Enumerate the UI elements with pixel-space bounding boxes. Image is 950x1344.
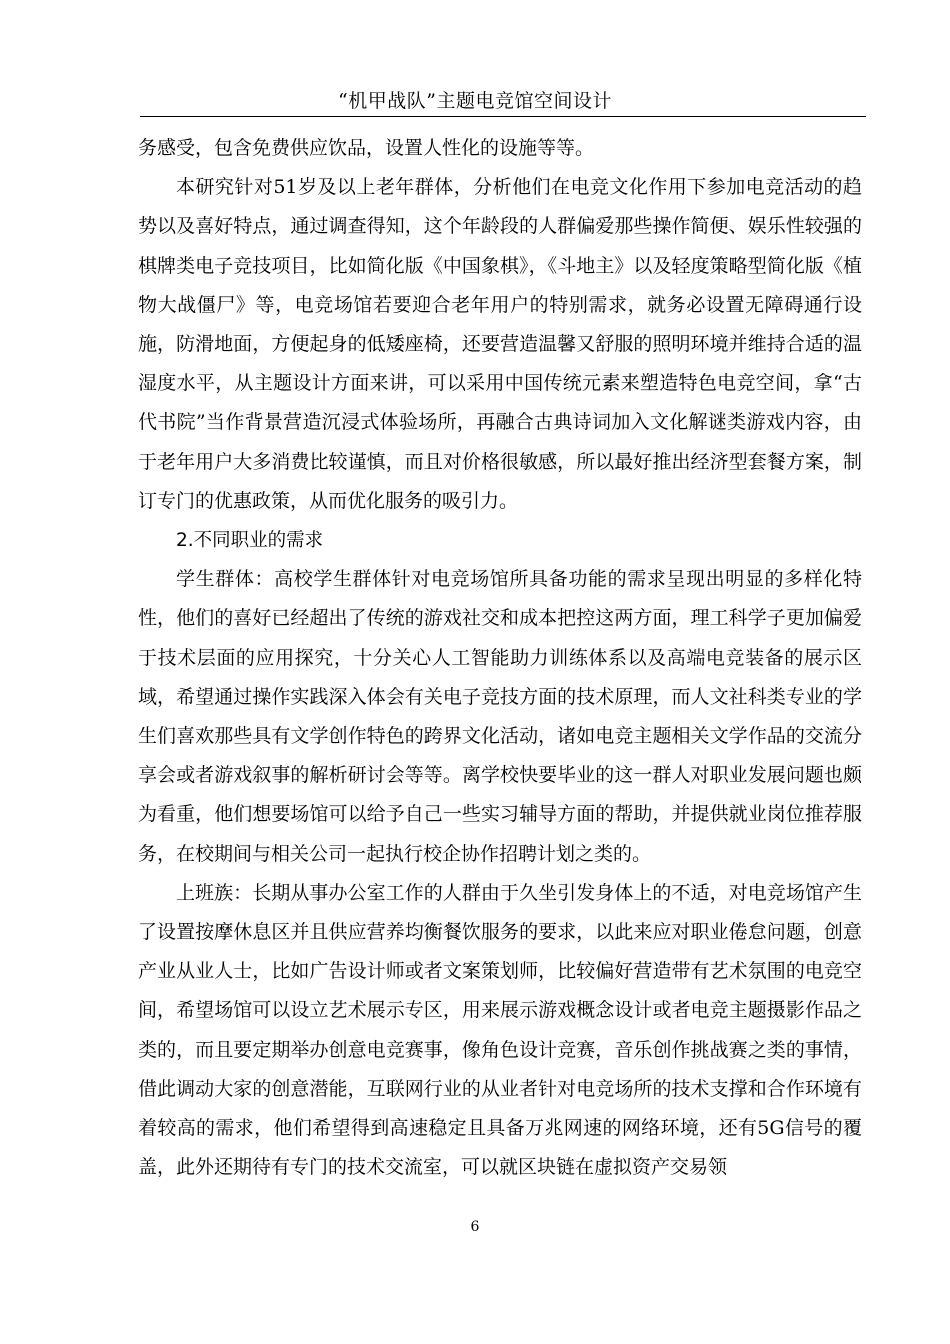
running-header-title: “机甲战队”主题电竞馆空间设计: [338, 90, 612, 112]
paragraph-student-group: 学生群体：高校学生群体针对电竞场馆所具备功能的需求呈现出明显的多样化特性，他们的喜好已经超出了传统的游戏社交和成本把控这两方面，理工科学子更加偏爱于技术层面的应用探究，十分关心人工智能助力训练体系以及高端电竞装备的展示区域，希望通过操作实践深入体会有关电子竞技方面的技术原理，而人文社科类专业的学生们喜欢那些具有文学创作特色的跨界文化活动，诸如电竞主题相关文学作品的交流分享会或者游戏叙事的解析研讨会等等。离学校快要毕业的这一群人对职业发展问题也颇为看重，他们想要场馆可以给予自己一些实习辅导方面的帮助，并提供就业岗位推荐服务，在校期间与相关公司一起执行校企协作招聘计划之类的。: [138, 568, 862, 865]
page-number: 6: [470, 1219, 480, 1235]
paragraph-office-workers: 上班族：长期从事办公室工作的人群由于久坐引发身体上的不适，对电竞场馆产生了设置按摩休息区并且供应营养均衡餐饮服务的要求，以此来应对职业倦怠问题，创意产业从业人士，比如广告设计师或者文案策划师，比较偏好营造带有艺术氛围的电竞空间，希望场馆可以设立艺术展示专区，用来展示游戏概念设计或者电竞主题摄影作品之类的，而且要定期举办创意电竞赛事，像角色设计竞赛，音乐创作挑战赛之类的事情，借此调动大家的创意潜能，互联网行业的从业者针对电竞场所的技术支撑和合作环境有着较高的需求，他们希望得到高速稳定且具备万兆网速的网络环境，还有5G信号的覆盖，此外还期待有专门的技术交流室，可以就区块链在虚拟资产交易领: [138, 881, 862, 1179]
header-divider: [140, 116, 866, 117]
section-heading: 2.不同职业的需求: [176, 530, 324, 552]
paragraph-elderly-group: 本研究针对51岁及以上老年群体，分析他们在电竞文化作用下参加电竞活动的趋势以及喜好特点，通过调查得知，这个年龄段的人群偏爱那些操作简便、娱乐性较强的棋牌类电子竞技项目，比如简化版《中国象棋》，《斗地主》以及轻度策略型简化版《植物大战僵尸》等，电竞场馆若要迎合老年用户的特别需求，就务必设置无障碍通行设施，防滑地面，方便起身的低矮座椅，还要营造温馨又舒服的照明环境并维持合适的温湿度水平，从主题设计方面来讲，可以采用中国传统元素来塑造特色电竞空间，拿“古代书院”当作背景营造沉浸式体验场所，再融合古典诗词加入文化解谜类游戏内容，由于老年用户大多消费比较谨慎，而且对价格很敏感，所以最好推出经济型套餐方案，制订专门的优惠政策，从而优化服务的吸引力。: [138, 176, 862, 512]
document-body: [138, 129, 862, 1187]
paragraph-continuation: 务感受，包含免费供应饮品，设置人性化的设施等等。: [138, 137, 595, 159]
